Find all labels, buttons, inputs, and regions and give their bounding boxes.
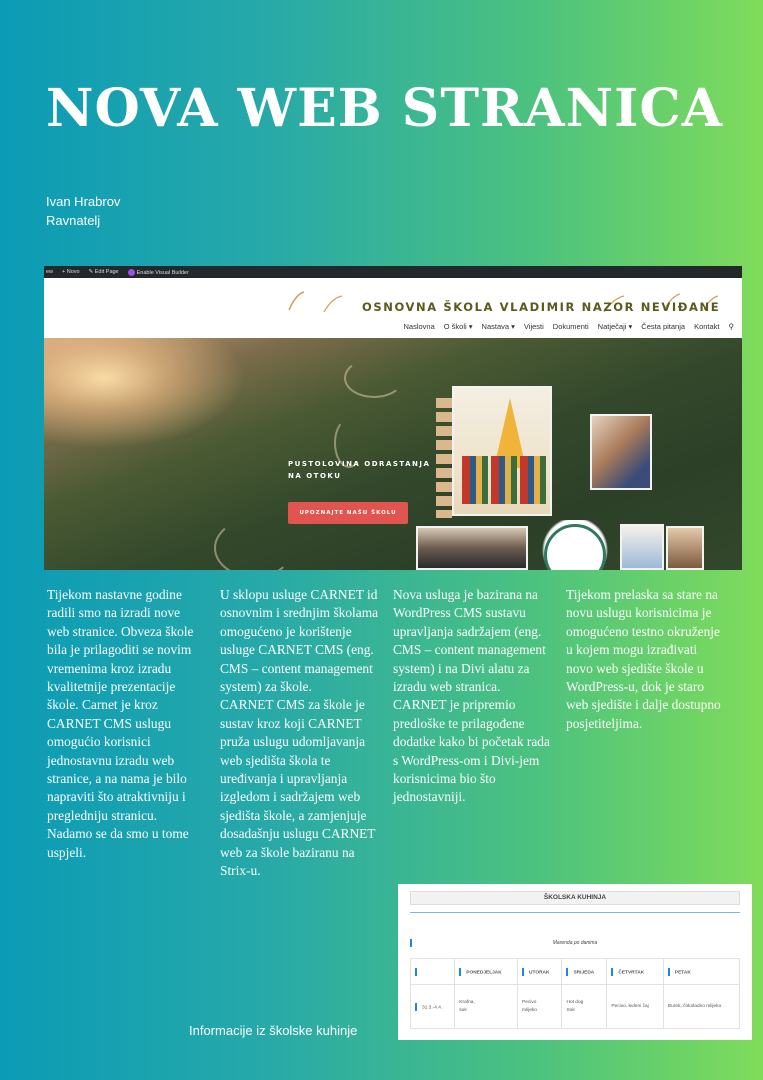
kitchen-title: ŠKOLSKA KUHINJA <box>410 891 740 905</box>
kitchen-divider <box>410 912 740 913</box>
table-cell-srijeda: Hot dog Sok <box>562 985 607 1029</box>
article-column-3 <box>393 586 553 807</box>
table-header-utorak: UTORAK <box>518 959 562 985</box>
search-icon: ⚲ <box>728 322 734 331</box>
table-header-row <box>411 959 740 985</box>
admin-bar-edit: ✎ Edit Page <box>88 269 119 275</box>
children-playing-photo <box>590 414 652 490</box>
group-photo <box>416 526 528 570</box>
hero-image <box>44 338 742 570</box>
hero-tagline: PUSTOLOVINA ODRASTANJA NA OTOKU <box>288 460 431 480</box>
article-column-2 <box>220 586 380 881</box>
table-cell-petak: Burek, čokoladno mlijeko <box>663 985 739 1029</box>
wp-admin-bar <box>44 266 742 278</box>
table-cell-ponedjeljak: Krafna, sok <box>455 985 518 1029</box>
child-photo-1 <box>620 524 664 570</box>
table-cell-date: 31.3.-4.4. <box>411 985 455 1029</box>
page-title: NOVA WEB STRANICA <box>46 78 724 139</box>
column-2-paragraph-2: CARNET CMS za škole je sustav kroz koji CARNET pruža uslugu udomljavanja web sjedišta škola te uređivanja i upravljanja izgledom i sadržajem web sjedišta škole, a zamjenjuje dosadašnju uslugu CARNET web za škole baziranu na Strix-u. <box>220 697 376 879</box>
table-row <box>411 985 740 1029</box>
column-2-paragraph-1: U sklopu usluge CARNET id osnovnim i srednjim školama omogućeno je korištenje usluge CARNET CMS (eng. CMS – content management system) za škole. <box>220 587 379 695</box>
author-block <box>46 192 120 230</box>
nav-vijesti: Vijesti <box>523 322 544 331</box>
nav-natjecaji: Natječaji ▾ <box>597 322 633 331</box>
children-drawing-photo <box>452 386 552 516</box>
table-header-date <box>411 959 455 985</box>
nav-nastava: Nastava ▾ <box>481 322 515 331</box>
author-name: Ivan Hrabrov <box>46 194 121 209</box>
nav-dokumenti: Dokumenti <box>552 322 589 331</box>
site-nav <box>403 322 734 331</box>
hero-road-2 <box>214 518 294 570</box>
table-cell-cetvrtak: Pecivo, ledeni čaj <box>607 985 664 1029</box>
table-header-petak: PETAK <box>663 959 739 985</box>
kitchen-subtitle: Marenda po danima <box>552 940 598 946</box>
nav-naslovna: Naslovna <box>403 322 435 331</box>
kitchen-caption: Informacije iz školske kuhinje <box>189 1023 358 1038</box>
school-logo-photo <box>534 520 616 570</box>
child-photo-2 <box>666 526 704 570</box>
decor-blocks <box>436 398 452 518</box>
table-header-ponedjeljak: PONEDJELJAK <box>455 959 518 985</box>
nav-o-skoli: O školi ▾ <box>443 322 473 331</box>
hero-button: UPOZNAJTE NAŠU ŠKOLU <box>288 502 408 524</box>
table-header-srijeda: SRIJEDA <box>562 959 607 985</box>
website-screenshot <box>44 266 742 570</box>
site-header <box>44 278 742 338</box>
column-4-paragraph: Tijekom prelaska sa stare na novu uslugu korisnicima je omogućeno testno okruženje u kojem mogu izrađivati novo web sjedište škole u WordPress-u, dok je staro web sjedište i dalje dostupno posjetiteljima. <box>566 587 721 731</box>
author-role: Ravnatelj <box>46 213 101 228</box>
admin-bar-edge: ew <box>46 269 54 275</box>
article-column-1 <box>47 586 202 862</box>
admin-bar-new: + Novo <box>62 269 80 275</box>
logo-ring <box>544 524 606 570</box>
article-column-4 <box>566 586 726 733</box>
kitchen-menu-table <box>410 958 740 1029</box>
nav-kontakt: Kontakt <box>694 322 720 331</box>
admin-bar-visual-builder: Enable Visual Builder <box>128 269 189 276</box>
table-cell-utorak: Pecivo mlijeko <box>518 985 562 1029</box>
site-name: OSNOVNA ŠKOLA VLADIMIR NAZOR NEVIĐANE <box>362 300 721 314</box>
drawing-children <box>462 456 546 504</box>
column-1-paragraph: Tijekom nastavne godine radili smo na izradi nove web stranice. Obveza škole bila je prilagoditi se novim vremenima kroz izradu kvalitetnije prezentacije škole. Carnet je kroz CARNET CMS uslugu omogućio korisnici jednostavnu izradu web stranice, a na nama je bilo napraviti što atraktivniju i pregledniju stranicu. Nadamo se da smo u tome uspjeli. <box>47 587 194 860</box>
table-header-cetvrtak: ČETVRTAK <box>607 959 664 985</box>
hero-road-1 <box>344 358 404 398</box>
column-3-paragraph: Nova usluga je bazirana na WordPress CMS sustavu upravljanja sadržajem (eng. CMS – content management system) i na Divi alatu za izradu web stranica. CARNET je pripremio predloške te prilagođene dodatke kako bi početak rada s WordPress-om i Divi-jem korisnicima bio što jednostavniji. <box>393 587 550 805</box>
divi-icon <box>128 269 135 276</box>
nav-cesta-pitanja: Česta pitanja <box>641 322 686 331</box>
school-kitchen-screenshot <box>398 884 752 1040</box>
